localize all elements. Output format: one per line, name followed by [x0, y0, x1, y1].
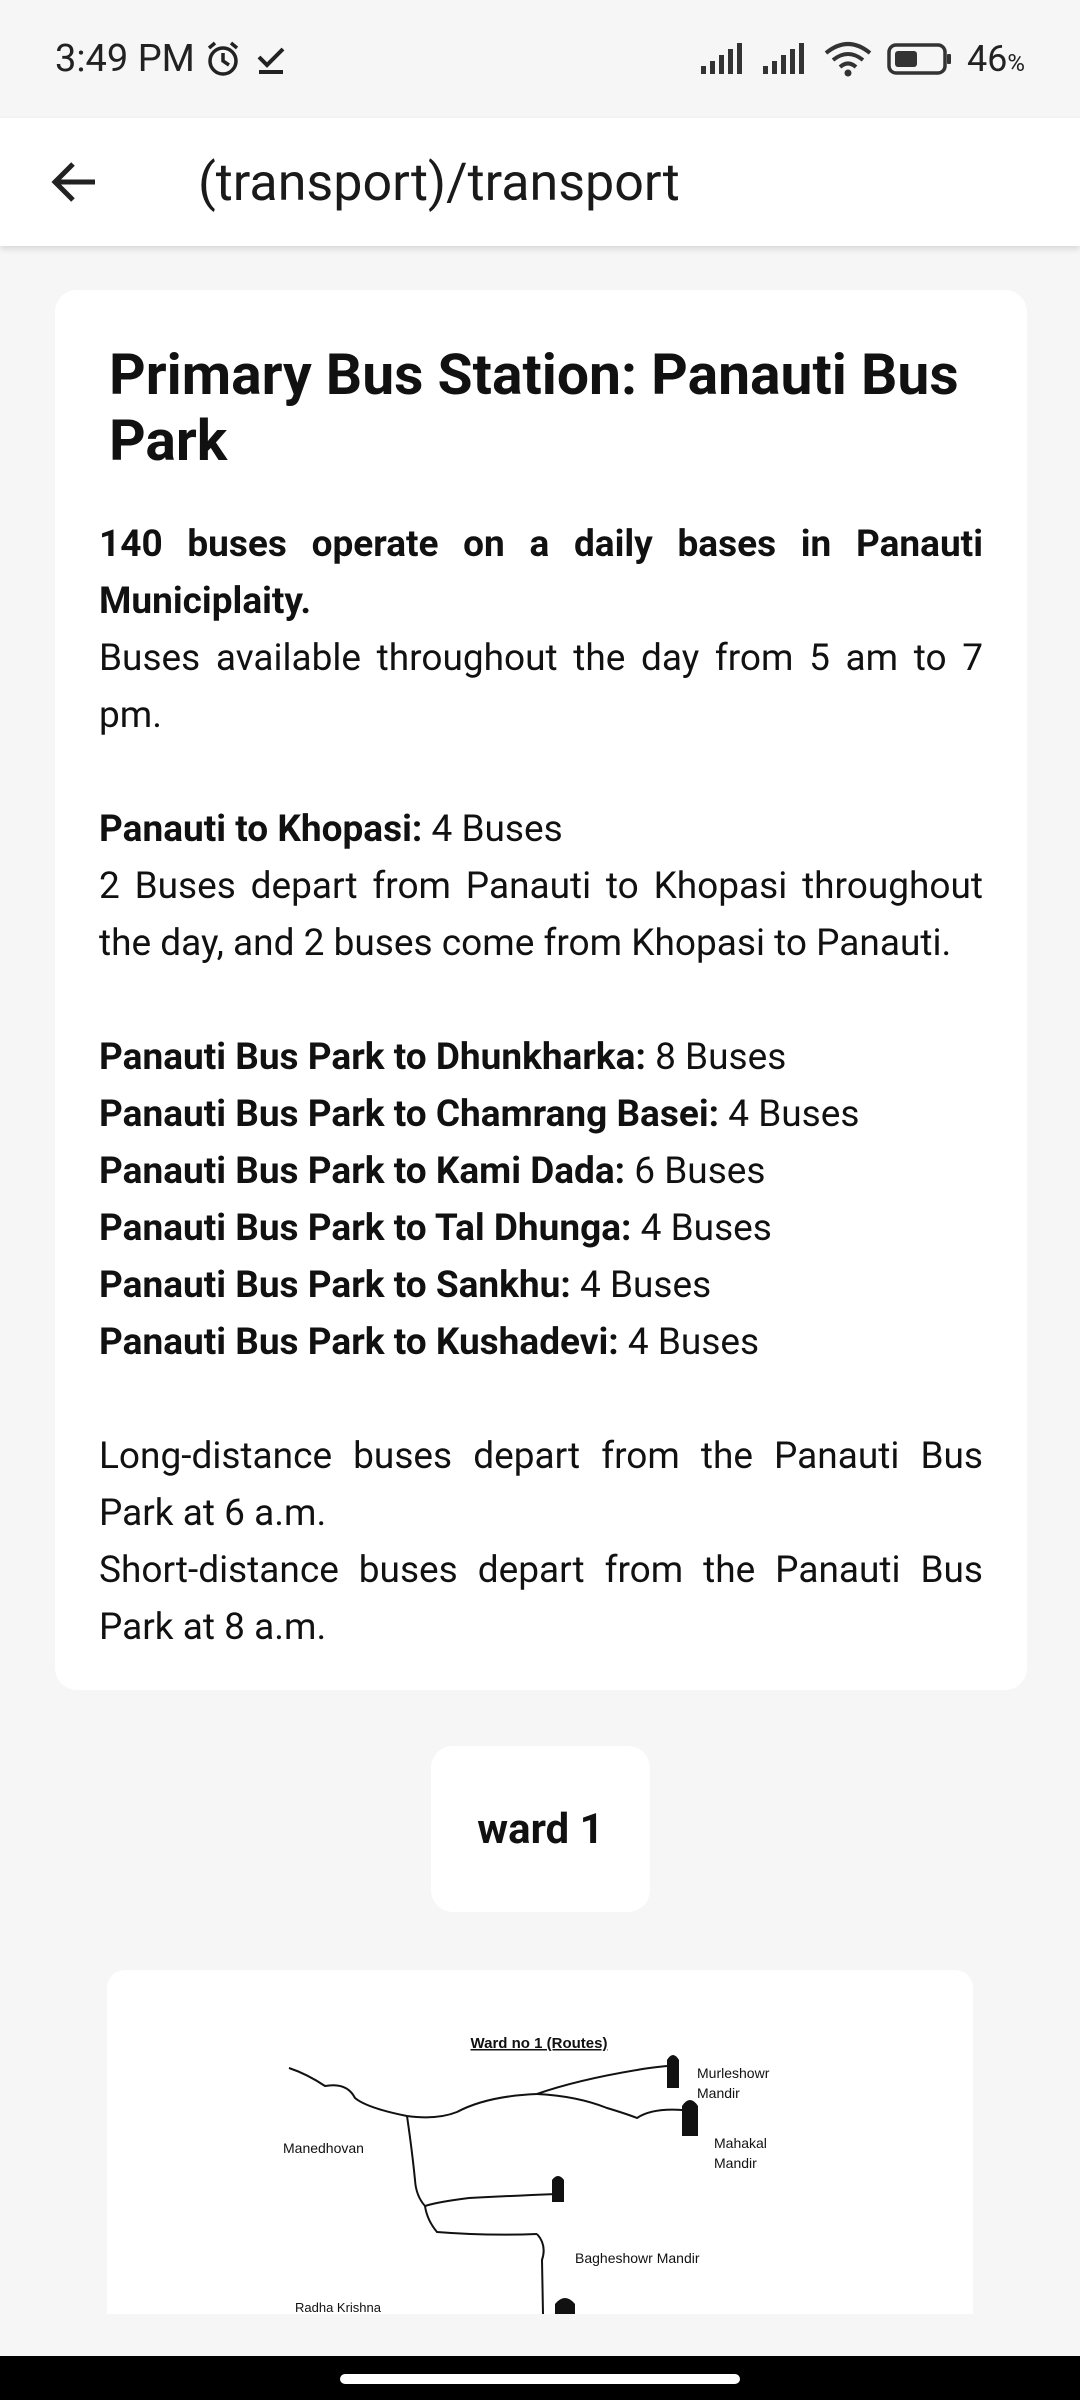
temple-icon — [667, 2055, 679, 2088]
route-item: Panauti Bus Park to Sankhu: 4 Buses — [99, 1264, 712, 1307]
task-done-icon — [251, 39, 291, 79]
departure-paragraph — [99, 1428, 983, 1656]
route-item: Panauti Bus Park to Tal Dhunga: 4 Buses — [99, 1207, 772, 1250]
khopasi-paragraph — [99, 801, 983, 972]
info-card — [55, 290, 1027, 1690]
battery-icon — [887, 42, 953, 76]
map-label-murleshowr-2: Mandir — [697, 2085, 740, 2101]
temple-icon — [552, 2176, 564, 2202]
short-distance-text: Short-distance buses depart from the Panauti Bus Park at 8 a.m. — [99, 1549, 983, 1649]
wifi-icon — [823, 41, 873, 77]
khopasi-value: 4 Buses — [422, 808, 563, 851]
temple-icon — [555, 2298, 575, 2314]
khopasi-description: 2 Buses depart from Panauti to Khopasi throughout the day, and 2 buses come from Khopasi to Panauti. — [99, 865, 983, 965]
ward-button-label: ward 1 — [477, 1804, 604, 1854]
map-label-mahakal: Mahakal — [714, 2135, 767, 2151]
signal-icon-2 — [761, 42, 809, 76]
card-title: Primary Bus Station: Panauti Bus Park — [109, 341, 959, 474]
map-label-murleshowr: Murleshowr — [697, 2065, 770, 2081]
signal-icon — [699, 42, 747, 76]
map-label-bagheshowr: Bagheshowr Mandir — [575, 2250, 700, 2266]
map-label-mahakal-2: Mandir — [714, 2155, 757, 2171]
ward-1-button[interactable] — [431, 1746, 650, 1912]
intro-text: Buses available throughout the day from 5 am to 7 pm. — [99, 637, 983, 737]
ward-route-map — [107, 1970, 973, 2314]
alarm-icon — [203, 39, 243, 79]
arrow-back-icon — [51, 160, 99, 204]
intro-bold-text: 140 buses operate on a daily bases in Panauti Municiplaity. — [99, 523, 983, 623]
khopasi-label: Panauti to Khopasi: — [99, 808, 423, 851]
map-title: Ward no 1 (Routes) — [470, 2035, 608, 2052]
status-time: 3:49 PM — [55, 37, 195, 81]
route-item: Panauti Bus Park to Dhunkharka: 8 Buses — [99, 1036, 787, 1079]
route-item: Panauti Bus Park to Chamrang Basei: 4 Buses — [99, 1093, 860, 1136]
map-label-radha: Radha Krishna — [295, 2300, 381, 2314]
routes-list — [99, 1029, 983, 1371]
app-bar — [0, 118, 1080, 246]
long-distance-text: Long-distance buses depart from the Panauti Bus Park at 6 a.m. — [99, 1435, 983, 1535]
map-label-manedhovan: Manedhovan — [283, 2140, 364, 2156]
intro-paragraph — [99, 516, 983, 744]
route-item: Panauti Bus Park to Kami Dada: 6 Buses — [99, 1150, 766, 1193]
home-indicator[interactable] — [340, 2374, 740, 2384]
back-button[interactable] — [0, 118, 150, 246]
status-bar — [0, 0, 1080, 118]
page-title: (transport)/transport — [198, 151, 680, 213]
battery-percent: 46% — [966, 38, 1025, 80]
route-item: Panauti Bus Park to Kushadevi: 4 Buses — [99, 1321, 760, 1364]
temple-icon — [682, 2100, 698, 2136]
